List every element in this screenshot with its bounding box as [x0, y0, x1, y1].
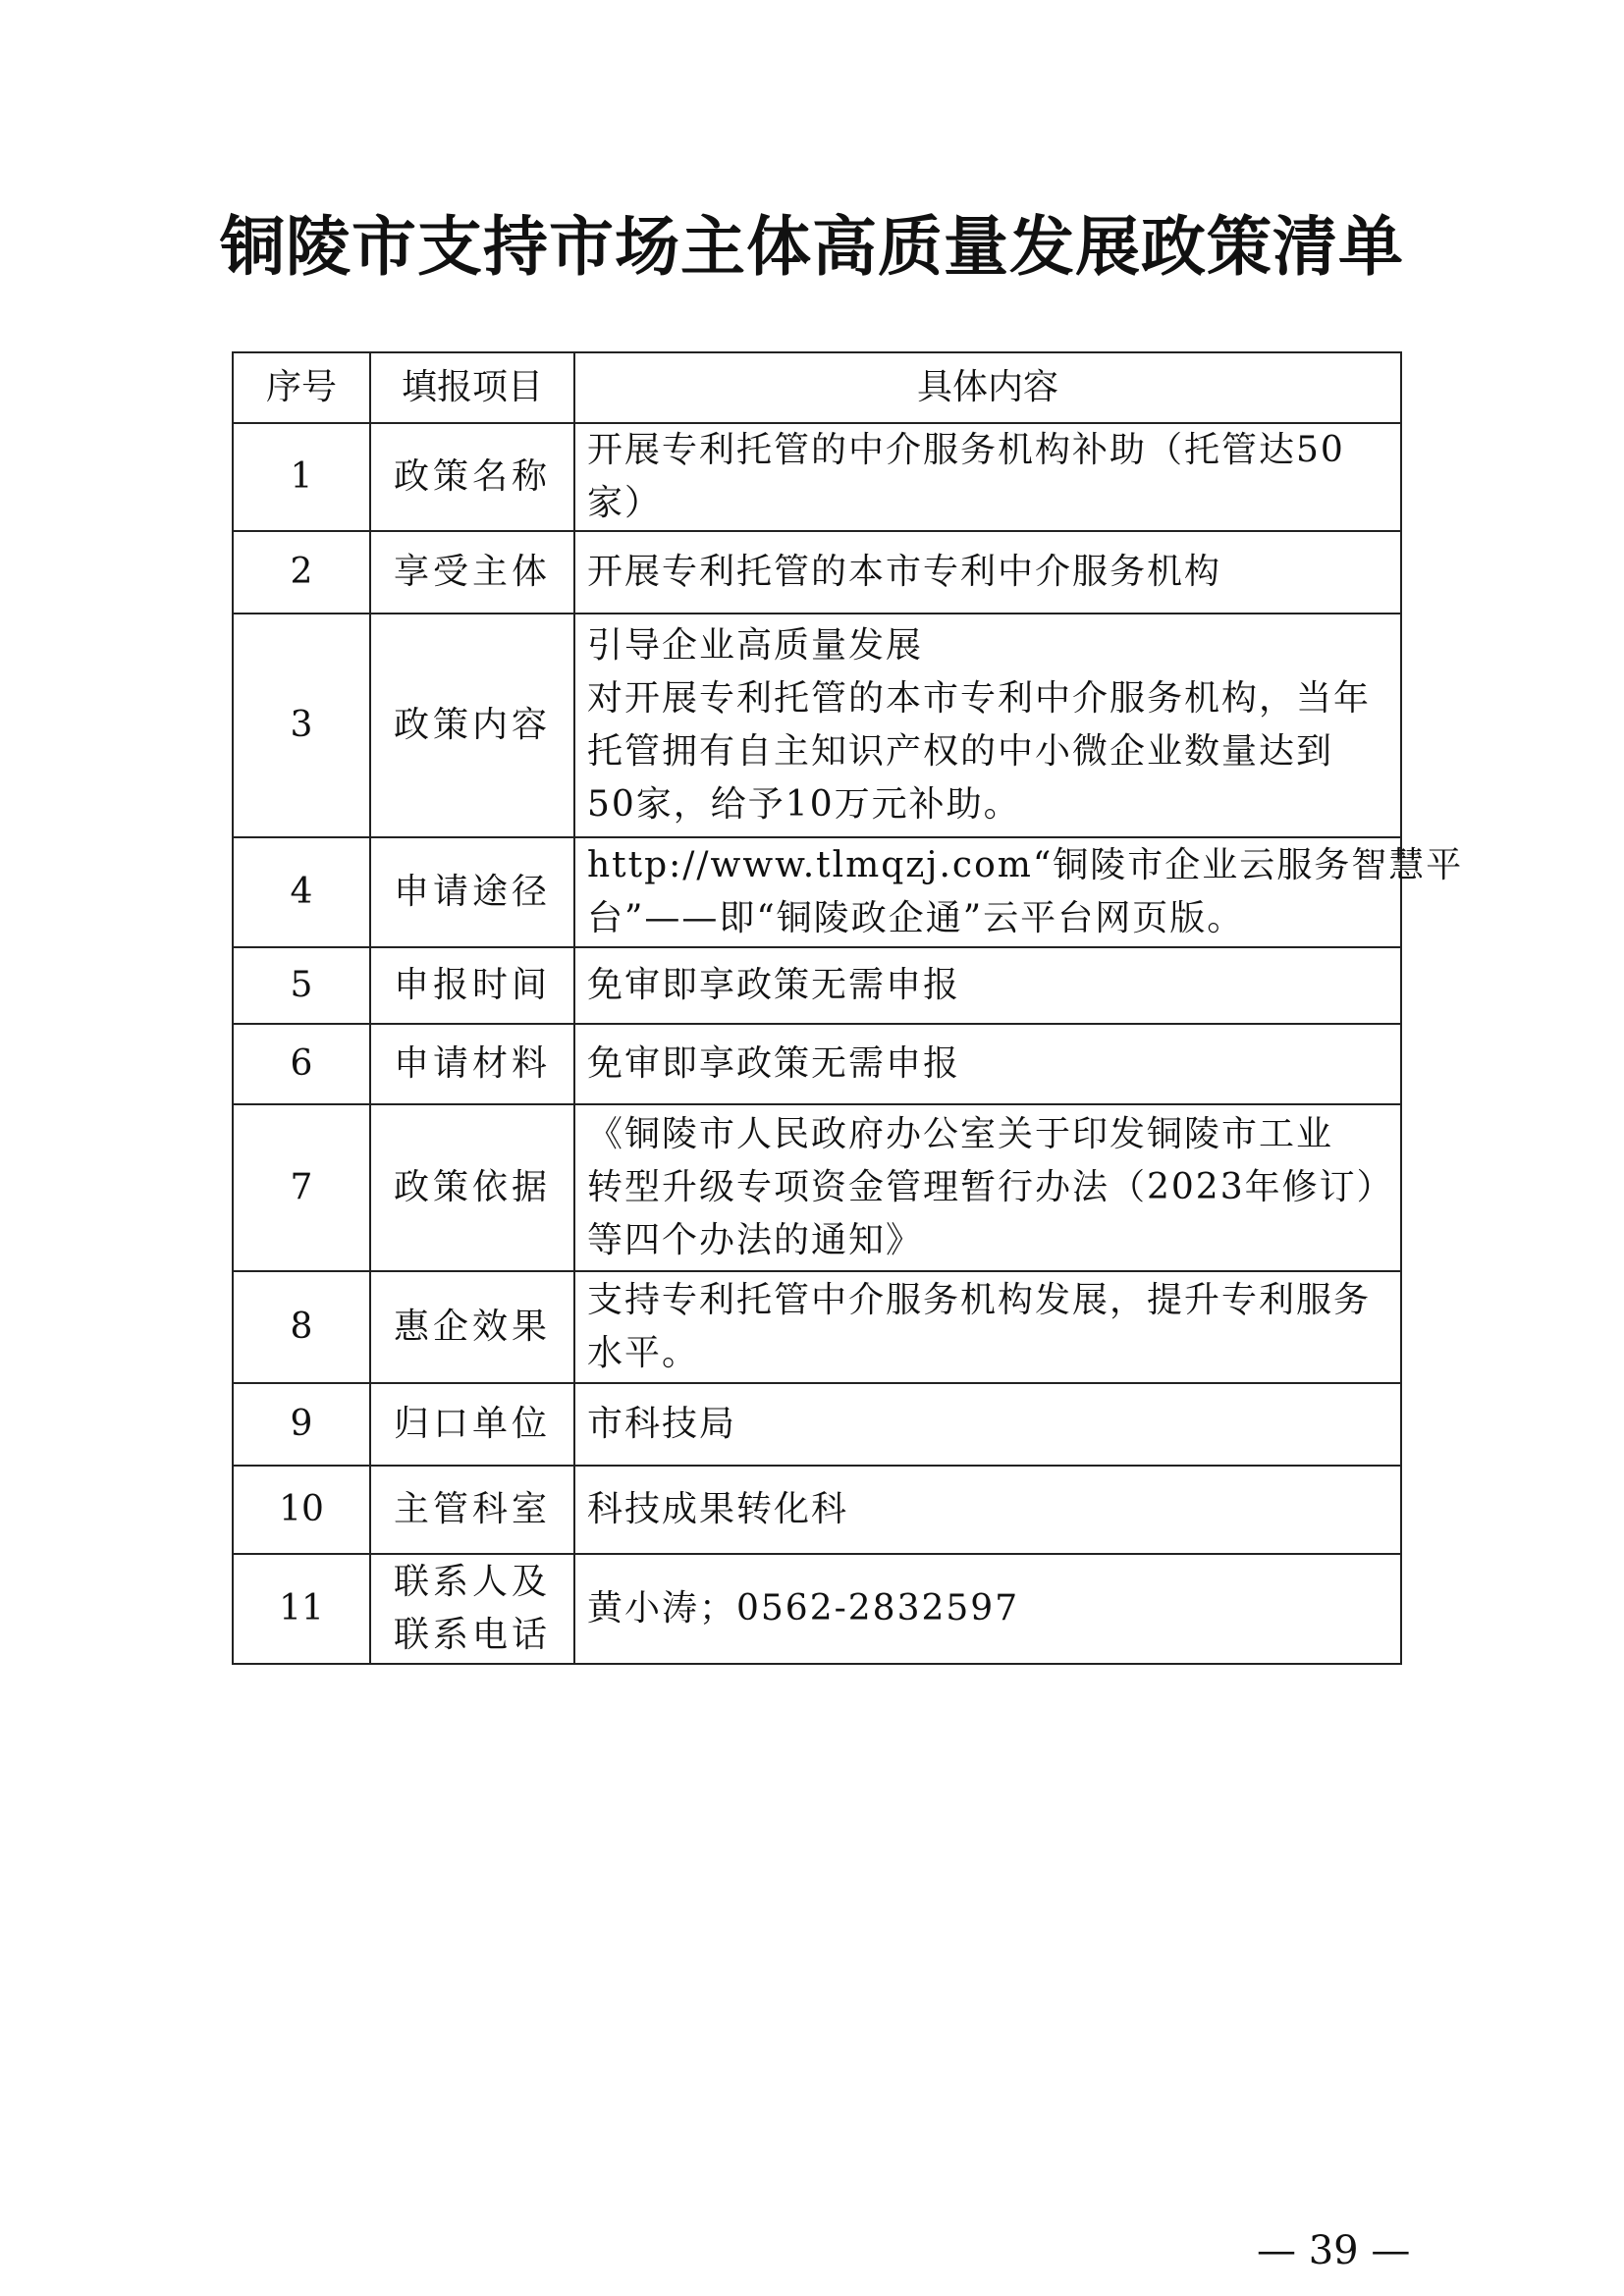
table-row [233, 614, 1401, 837]
row-item: 政策内容 [370, 614, 574, 837]
table-row [233, 1466, 1401, 1554]
table-row [233, 531, 1401, 614]
table-body [233, 423, 1464, 1664]
row-item-line: 联系人及 [393, 1562, 551, 1602]
row-content-line: 开展专利托管的本市专利中介服务机构 [587, 552, 1222, 592]
row-number: 11 [233, 1554, 370, 1664]
row-content-line: 《铜陵市人民政府办公室关于印发铜陵市工业 [587, 1114, 1334, 1154]
row-number: 6 [233, 1024, 370, 1104]
row-content [574, 614, 1401, 837]
page-number: — 39 — [1257, 2228, 1411, 2273]
row-content-line: 黄小涛；0562-2832597 [587, 1588, 1020, 1629]
row-item: 归口单位 [370, 1383, 574, 1466]
row-item: 主管科室 [370, 1466, 574, 1554]
row-number: 5 [233, 947, 370, 1024]
row-content-line: 家） [587, 483, 663, 523]
row-content-line: 开展专利托管的中介服务机构补助（托管达50 [587, 430, 1345, 470]
table-row [233, 837, 1401, 947]
row-number: 10 [233, 1466, 370, 1554]
row-content [574, 1104, 1401, 1271]
row-number: 1 [233, 423, 370, 531]
page-title: 铜陵市支持市场主体高质量发展政策清单 [220, 208, 1404, 285]
row-item [370, 1554, 574, 1664]
row-content-line: 引导企业高质量发展 [587, 625, 924, 666]
row-item: 惠企效果 [370, 1271, 574, 1383]
row-content-line: 科技成果转化科 [587, 1489, 849, 1529]
row-number: 2 [233, 531, 370, 614]
row-item: 享受主体 [370, 531, 574, 614]
header-no: 序号 [233, 352, 370, 423]
row-content [574, 1554, 1401, 1664]
row-content [574, 1024, 1401, 1104]
row-content [574, 1466, 1401, 1554]
row-content-line: 免审即享政策无需申报 [587, 1043, 961, 1084]
row-content-line: http://www.tlmqzj.com“铜陵市企业云服务智慧平 [587, 845, 1464, 885]
row-number: 4 [233, 837, 370, 947]
table-row [233, 1383, 1401, 1466]
row-content [574, 423, 1401, 531]
header-item: 填报项目 [370, 352, 574, 423]
row-item: 申报时间 [370, 947, 574, 1024]
table-header-row [233, 352, 1401, 423]
row-number: 3 [233, 614, 370, 837]
row-content-line: 台”——即“铜陵政企通”云平台网页版。 [587, 898, 1245, 938]
row-content-line: 支持专利托管中介服务机构发展，提升专利服务 [587, 1280, 1372, 1320]
row-content-line: 转型升级专项资金管理暂行办法（2023年修订） [587, 1167, 1394, 1207]
policy-table [232, 351, 1464, 1665]
row-content [574, 947, 1401, 1024]
row-item: 申请材料 [370, 1024, 574, 1104]
header-content: 具体内容 [574, 352, 1401, 423]
row-number: 8 [233, 1271, 370, 1383]
row-content-line: 水平。 [587, 1333, 700, 1373]
row-number: 9 [233, 1383, 370, 1466]
table-row [233, 1271, 1401, 1383]
table-row [233, 423, 1401, 531]
row-content-line: 市科技局 [587, 1404, 737, 1444]
row-item: 政策依据 [370, 1104, 574, 1271]
row-content-line: 50家，给予10万元补助。 [587, 784, 1021, 825]
table-row [233, 1104, 1401, 1271]
table-row [233, 1554, 1401, 1664]
row-content-line: 对开展专利托管的本市专利中介服务机构，当年 [587, 678, 1372, 719]
row-content [574, 837, 1464, 947]
row-item-line: 联系电话 [393, 1615, 551, 1655]
row-content-line: 免审即享政策无需申报 [587, 965, 961, 1005]
row-content-line: 托管拥有自主知识产权的中小微企业数量达到 [587, 731, 1334, 772]
row-content-line: 等四个办法的通知》 [587, 1220, 924, 1260]
row-content [574, 1383, 1401, 1466]
row-content [574, 1271, 1401, 1383]
row-content [574, 531, 1401, 614]
row-item: 政策名称 [370, 423, 574, 531]
table-row [233, 1024, 1401, 1104]
row-item: 申请途径 [370, 837, 574, 947]
table-row [233, 947, 1401, 1024]
row-number: 7 [233, 1104, 370, 1271]
